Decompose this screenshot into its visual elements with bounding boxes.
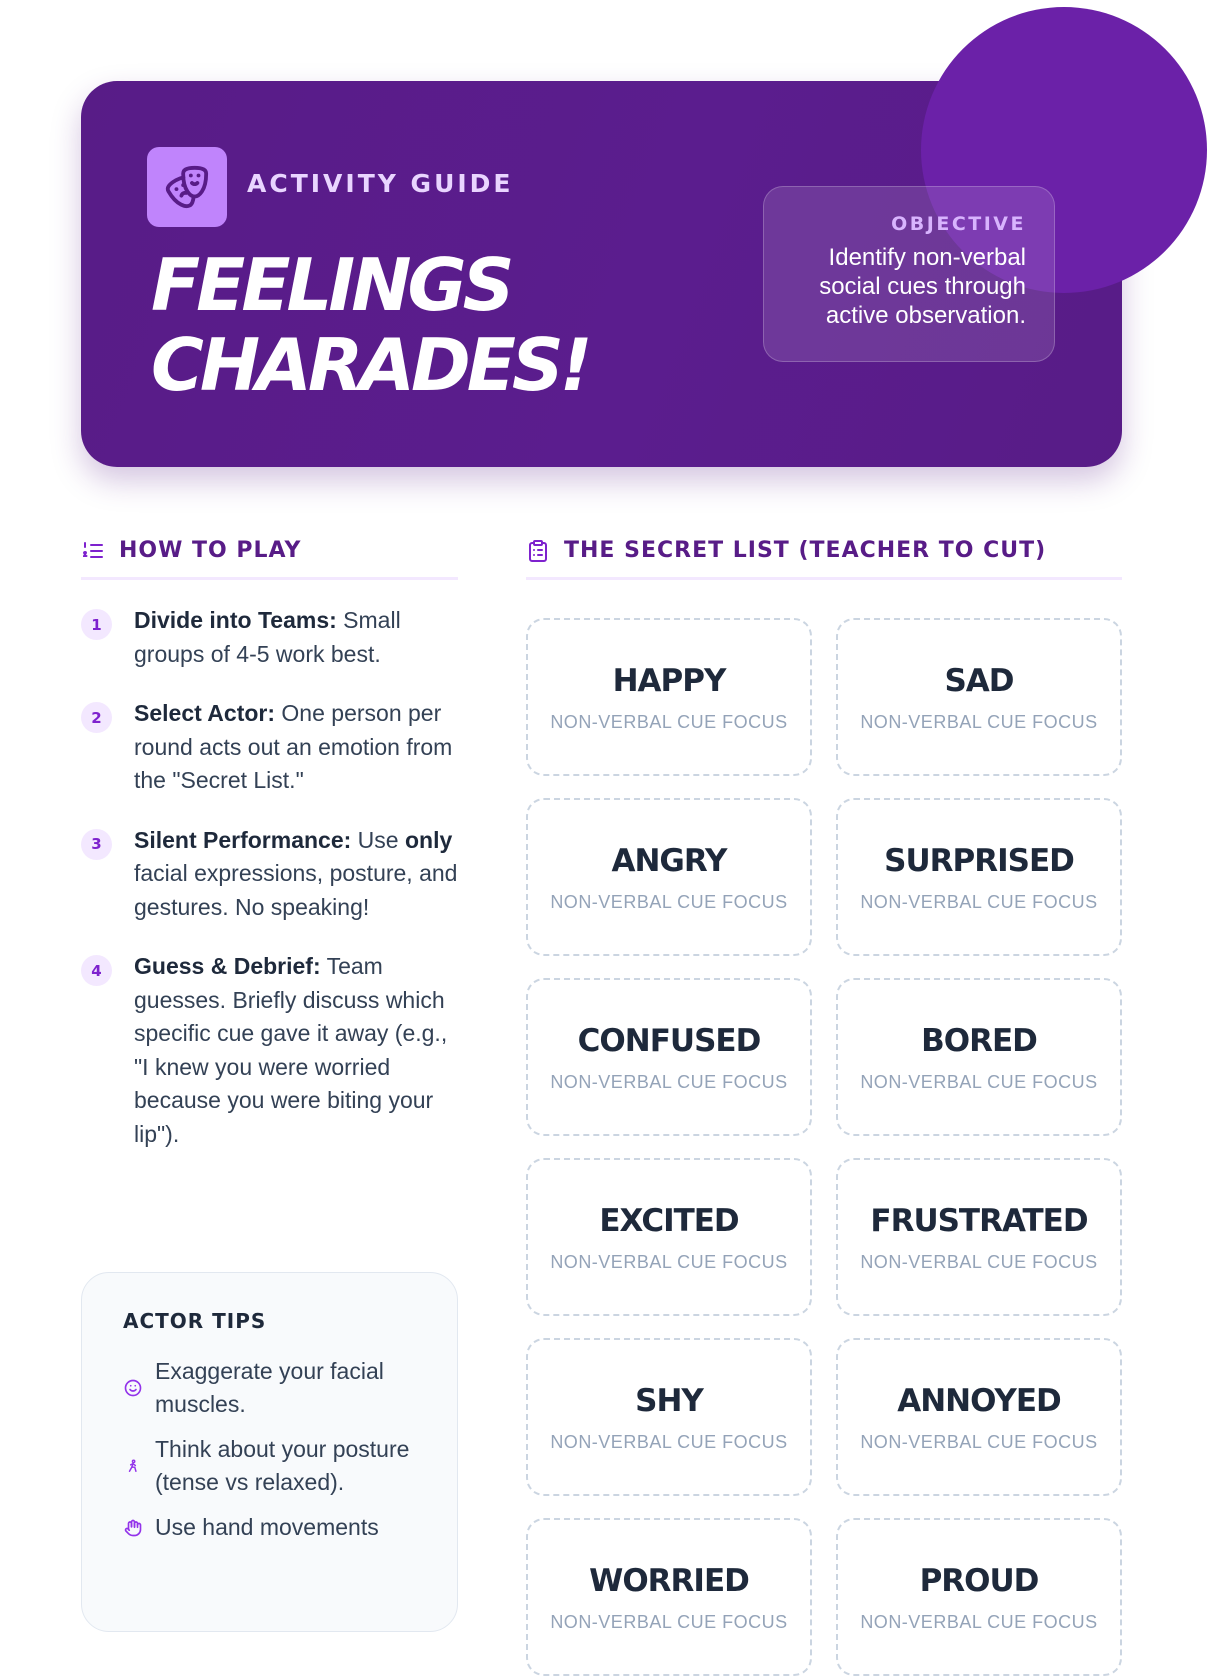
page-title — [151, 245, 589, 405]
objective-box — [763, 186, 1055, 362]
hand-icon — [123, 1518, 143, 1538]
emotion-card — [836, 618, 1122, 776]
step-description: Small groups of 4-5 work best. — [134, 607, 401, 667]
step-description: facial expressions, posture, and gestures. No speaking! — [134, 860, 458, 920]
step-description: Use — [351, 826, 405, 853]
step-number: 1 — [81, 609, 112, 640]
step-item — [81, 950, 458, 1151]
clipboard-icon — [526, 539, 550, 563]
emotion-word: CONFUSED — [577, 1022, 761, 1059]
tip-item — [123, 1511, 419, 1544]
emotion-card — [526, 1158, 812, 1316]
step-text — [134, 604, 458, 671]
card-subtitle: NON-VERBAL CUE FOCUS — [860, 1431, 1098, 1452]
emotion-word: ANGRY — [611, 842, 727, 879]
actor-tips-title: ACTOR TIPS — [123, 1309, 267, 1333]
step-item — [81, 604, 458, 671]
emotion-card — [526, 1518, 812, 1676]
card-subtitle: NON-VERBAL CUE FOCUS — [860, 891, 1098, 912]
step-description: Team guesses. Briefly discuss which specific cue gave it away (e.g., "I knew you were worried because you were biting your lip"). — [134, 953, 448, 1147]
person-posture-icon — [123, 1456, 143, 1476]
card-subtitle: NON-VERBAL CUE FOCUS — [550, 1071, 788, 1092]
steps-list — [81, 604, 458, 1177]
step-number: 2 — [81, 702, 112, 733]
objective-text: Identify non-verbal social cues through active observation. — [819, 244, 1026, 329]
emotion-word: BORED — [921, 1022, 1037, 1059]
step-title: Guess & Debrief: — [134, 953, 321, 979]
tip-text: Think about your posture (tense vs relaxed). — [155, 1436, 410, 1495]
emotion-word: EXCITED — [599, 1202, 739, 1239]
actor-tips-panel — [81, 1272, 458, 1632]
title-line-1: FEELINGS — [151, 243, 511, 327]
card-subtitle: NON-VERBAL CUE FOCUS — [550, 1251, 788, 1272]
emotion-card — [836, 1158, 1122, 1316]
step-item — [81, 697, 458, 798]
card-subtitle: NON-VERBAL CUE FOCUS — [550, 711, 788, 732]
emotion-word: HAPPY — [612, 662, 726, 699]
how-to-play-heading — [81, 536, 458, 580]
emotion-word: SHY — [635, 1382, 703, 1419]
objective-label: OBJECTIVE — [891, 213, 1026, 235]
card-subtitle: NON-VERBAL CUE FOCUS — [860, 711, 1098, 732]
step-number: 3 — [81, 829, 112, 860]
theater-masks-icon — [147, 147, 227, 227]
emotion-word: WORRIED — [589, 1562, 749, 1599]
header-banner — [81, 81, 1122, 467]
emotion-card — [836, 1338, 1122, 1496]
title-line-2: CHARADES! — [151, 323, 589, 407]
emotion-word: SURPRISED — [884, 842, 1074, 879]
card-subtitle: NON-VERBAL CUE FOCUS — [860, 1071, 1098, 1092]
emotion-word: FRUSTRATED — [870, 1202, 1088, 1239]
step-title: Silent Performance: — [134, 826, 352, 853]
emotion-word: SAD — [944, 662, 1014, 699]
step-description: One person per round acts out an emotion from the "Secret List." — [134, 700, 453, 793]
card-subtitle: NON-VERBAL CUE FOCUS — [550, 891, 788, 912]
secret-list-heading — [526, 536, 1122, 580]
step-title: Select Actor: — [134, 700, 276, 726]
emotion-word: PROUD — [919, 1562, 1039, 1599]
card-subtitle: NON-VERBAL CUE FOCUS — [860, 1251, 1098, 1272]
tip-item — [123, 1355, 419, 1421]
step-text — [134, 697, 458, 798]
tip-item — [123, 1433, 419, 1499]
activity-guide-label: ACTIVITY GUIDE — [247, 169, 514, 198]
smile-icon — [123, 1378, 143, 1398]
emotion-card — [836, 978, 1122, 1136]
emotion-cards-grid — [526, 618, 1122, 1676]
step-number: 4 — [81, 955, 112, 986]
tip-text: Exaggerate your facial muscles. — [155, 1358, 384, 1417]
step-text — [134, 824, 458, 925]
emotion-card — [526, 978, 812, 1136]
step-title: Divide into Teams: — [134, 607, 337, 633]
card-subtitle: NON-VERBAL CUE FOCUS — [550, 1431, 788, 1452]
emotion-card — [526, 618, 812, 776]
emotion-card — [526, 798, 812, 956]
emotion-card — [836, 1518, 1122, 1676]
secret-list-title: THE SECRET LIST (TEACHER TO CUT) — [564, 538, 1047, 563]
step-text — [134, 950, 458, 1151]
emotion-card — [836, 798, 1122, 956]
how-to-play-title: HOW TO PLAY — [119, 538, 302, 563]
emotion-card — [526, 1338, 812, 1496]
emotion-word: ANNOYED — [897, 1382, 1061, 1419]
step-item — [81, 824, 458, 925]
tip-text: Use hand movements — [155, 1514, 379, 1540]
card-subtitle: NON-VERBAL CUE FOCUS — [860, 1611, 1098, 1632]
numbered-list-icon — [81, 539, 105, 563]
step-emphasis: only — [404, 826, 453, 853]
card-subtitle: NON-VERBAL CUE FOCUS — [550, 1611, 788, 1632]
